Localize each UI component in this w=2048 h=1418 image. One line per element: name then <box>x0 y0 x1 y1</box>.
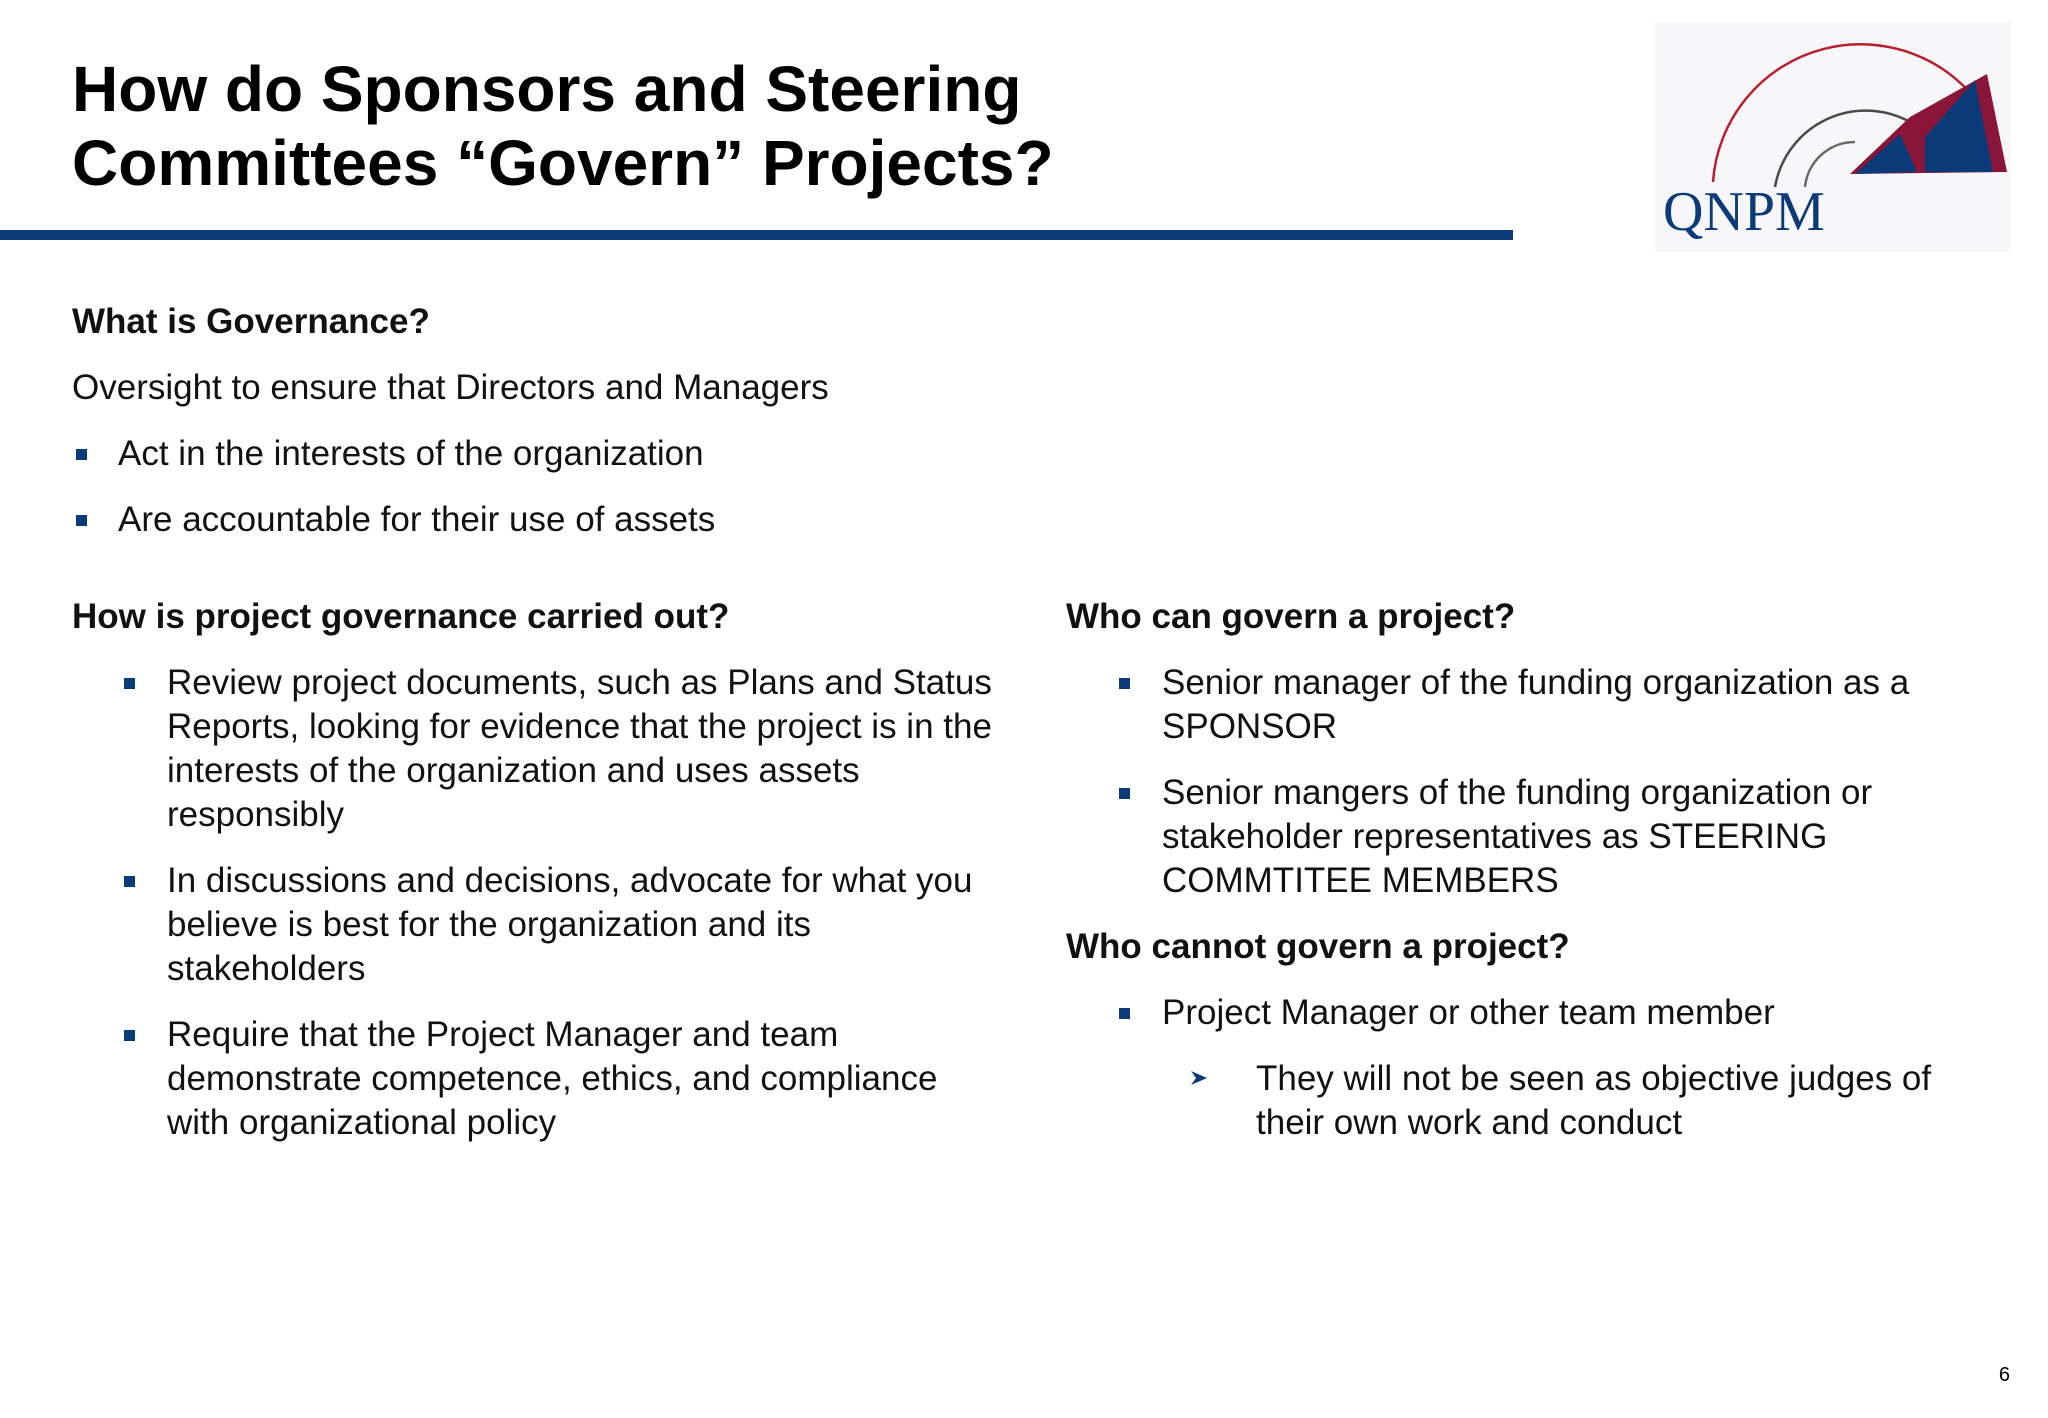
square-bullet-icon <box>124 876 135 887</box>
square-bullet-icon <box>1119 788 1130 799</box>
slide-title <box>72 52 1472 200</box>
who-cannot-heading: Who cannot govern a project? <box>1066 927 1570 966</box>
list-item: Senior manager of the funding organization as a SPONSOR <box>1162 661 2006 749</box>
list-item: Are accountable for their use of assets <box>72 498 1472 542</box>
page-number: 6 <box>1998 1364 2010 1386</box>
square-bullet-icon <box>1119 678 1130 689</box>
governance-intro: Oversight to ensure that Directors and Managers <box>72 368 829 407</box>
who-can-bullets <box>1066 661 2006 903</box>
square-bullet-icon <box>124 1030 135 1041</box>
qnpm-logo <box>1655 22 2011 252</box>
list-item: They will not be seen as objective judges of their own work and conduct <box>1256 1057 2006 1145</box>
how-section <box>72 595 992 1145</box>
list-item: Require that the Project Manager and team demonstrate competence, ethics, and compliance with organizational policy <box>167 1013 992 1145</box>
arrowhead-bullet-icon <box>1190 1069 1208 1087</box>
qnpm-arc-logo-icon <box>1655 22 2011 252</box>
who-cannot-bullets <box>1066 991 2006 1035</box>
list-item: Senior mangers of the funding organization or stakeholder representatives as STEERING COMMTITEE MEMBERS <box>1162 771 2006 903</box>
who-can-section <box>1066 595 2006 1145</box>
how-bullets <box>72 661 992 1145</box>
list-item: Review project documents, such as Plans and Status Reports, looking for evidence that the project is in the interests of the organization and uses assets responsibly <box>167 661 992 837</box>
governance-section <box>72 300 1472 542</box>
how-heading: How is project governance carried out? <box>72 597 730 636</box>
title-divider <box>0 230 1513 240</box>
governance-bullets <box>72 432 1472 542</box>
who-cannot-sub-bullets <box>1066 1057 2006 1145</box>
logo-wordmark: QNPM <box>1663 181 1825 243</box>
list-item: Project Manager or other team member <box>1162 991 2006 1035</box>
square-bullet-icon <box>76 449 87 460</box>
title-line-1: How do Sponsors and Steering <box>72 53 1022 125</box>
title-line-2: Committees “Govern” Projects? <box>72 127 1054 199</box>
governance-heading: What is Governance? <box>72 302 430 341</box>
square-bullet-icon <box>124 678 135 689</box>
list-item: Act in the interests of the organization <box>72 432 1472 476</box>
square-bullet-icon <box>76 515 87 526</box>
list-item: In discussions and decisions, advocate for what you believe is best for the organization and its stakeholders <box>167 859 992 991</box>
square-bullet-icon <box>1119 1008 1130 1019</box>
who-can-heading: Who can govern a project? <box>1066 597 1516 636</box>
